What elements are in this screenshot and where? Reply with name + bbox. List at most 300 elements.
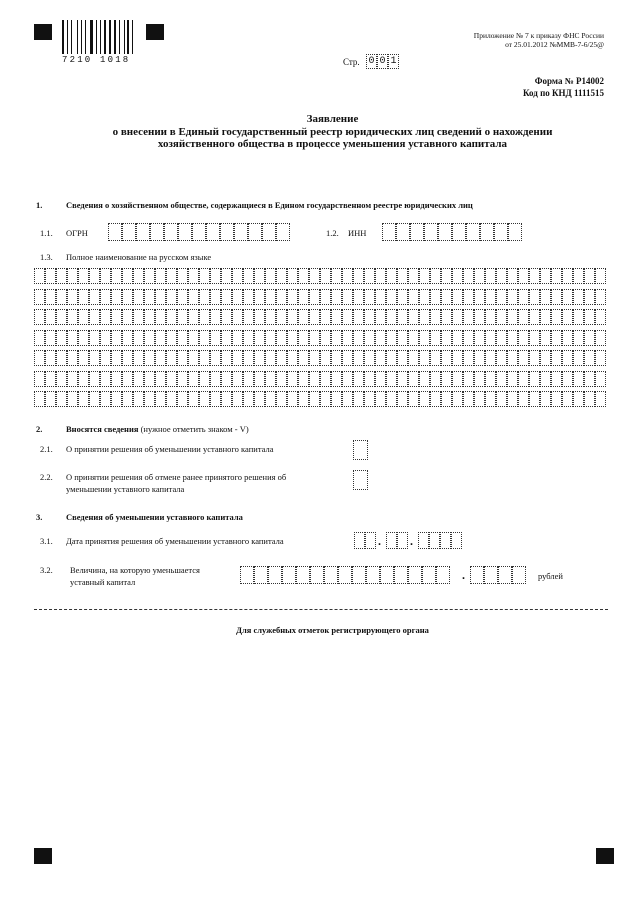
full-name-row[interactable]	[34, 391, 606, 407]
full-name-cell[interactable]	[397, 391, 408, 407]
reduction-amount-kopecks[interactable]	[470, 566, 526, 584]
full-name-cell[interactable]	[452, 391, 463, 407]
full-name-cell[interactable]	[573, 350, 584, 366]
full-name-cell[interactable]	[496, 309, 507, 325]
full-name-cell[interactable]	[496, 371, 507, 387]
full-name-cell[interactable]	[441, 371, 452, 387]
ogrn-cell[interactable]	[178, 223, 192, 241]
full-name-cell[interactable]	[34, 289, 45, 305]
inn-cell[interactable]	[438, 223, 452, 241]
full-name-cell[interactable]	[89, 391, 100, 407]
full-name-cell[interactable]	[364, 289, 375, 305]
full-name-cell[interactable]	[188, 309, 199, 325]
full-name-cell[interactable]	[309, 371, 320, 387]
full-name-cell[interactable]	[430, 309, 441, 325]
full-name-cell[interactable]	[45, 330, 56, 346]
full-name-cell[interactable]	[133, 309, 144, 325]
full-name-cell[interactable]	[529, 371, 540, 387]
full-name-cell[interactable]	[309, 391, 320, 407]
full-name-cell[interactable]	[419, 330, 430, 346]
full-name-cell[interactable]	[573, 289, 584, 305]
full-name-cell[interactable]	[265, 309, 276, 325]
full-name-cell[interactable]	[199, 391, 210, 407]
full-name-cell[interactable]	[529, 309, 540, 325]
full-name-cell[interactable]	[276, 391, 287, 407]
full-name-cell[interactable]	[144, 268, 155, 284]
full-name-cell[interactable]	[595, 309, 606, 325]
full-name-cell[interactable]	[507, 350, 518, 366]
full-name-cell[interactable]	[364, 330, 375, 346]
full-name-cell[interactable]	[133, 268, 144, 284]
full-name-cell[interactable]	[188, 289, 199, 305]
full-name-cell[interactable]	[562, 330, 573, 346]
full-name-cell[interactable]	[573, 371, 584, 387]
full-name-cell[interactable]	[397, 309, 408, 325]
ogrn-cell[interactable]	[150, 223, 164, 241]
full-name-cell[interactable]	[276, 350, 287, 366]
full-name-cell[interactable]	[430, 330, 441, 346]
full-name-cell[interactable]	[243, 391, 254, 407]
full-name-cell[interactable]	[56, 289, 67, 305]
full-name-cell[interactable]	[342, 309, 353, 325]
full-name-cell[interactable]	[485, 289, 496, 305]
full-name-cell[interactable]	[386, 350, 397, 366]
full-name-cell[interactable]	[507, 309, 518, 325]
full-name-cell[interactable]	[155, 268, 166, 284]
date-year-cell[interactable]	[418, 532, 429, 549]
full-name-cell[interactable]	[166, 391, 177, 407]
full-name-cell[interactable]	[474, 391, 485, 407]
full-name-cell[interactable]	[287, 289, 298, 305]
full-name-cell[interactable]	[353, 350, 364, 366]
full-name-cell[interactable]	[419, 391, 430, 407]
full-name-cell[interactable]	[551, 371, 562, 387]
full-name-cell[interactable]	[199, 268, 210, 284]
full-name-cell[interactable]	[375, 289, 386, 305]
amount-rubles-cell[interactable]	[338, 566, 352, 584]
full-name-cell[interactable]	[298, 268, 309, 284]
full-name-cell[interactable]	[353, 391, 364, 407]
full-name-cell[interactable]	[221, 268, 232, 284]
full-name-cell[interactable]	[474, 371, 485, 387]
full-name-row[interactable]	[34, 350, 606, 366]
full-name-cell[interactable]	[386, 371, 397, 387]
full-name-cell[interactable]	[232, 289, 243, 305]
full-name-cell[interactable]	[188, 330, 199, 346]
full-name-cell[interactable]	[265, 289, 276, 305]
full-name-cell[interactable]	[353, 268, 364, 284]
full-name-cell[interactable]	[320, 289, 331, 305]
full-name-cell[interactable]	[199, 289, 210, 305]
full-name-cell[interactable]	[342, 350, 353, 366]
full-name-cell[interactable]	[276, 268, 287, 284]
full-name-cell[interactable]	[320, 371, 331, 387]
full-name-cell[interactable]	[518, 350, 529, 366]
date-day-cell[interactable]	[365, 532, 376, 549]
amount-rubles-cell[interactable]	[352, 566, 366, 584]
full-name-cell[interactable]	[166, 350, 177, 366]
full-name-row[interactable]	[34, 309, 606, 325]
full-name-cell[interactable]	[584, 330, 595, 346]
amount-rubles-cell[interactable]	[282, 566, 296, 584]
full-name-cell[interactable]	[298, 391, 309, 407]
full-name-cell[interactable]	[584, 309, 595, 325]
full-name-cell[interactable]	[320, 350, 331, 366]
option-2-1-checkbox[interactable]	[353, 440, 368, 460]
full-name-cell[interactable]	[56, 391, 67, 407]
inn-cell[interactable]	[466, 223, 480, 241]
full-name-cell[interactable]	[265, 350, 276, 366]
full-name-cell[interactable]	[441, 330, 452, 346]
full-name-cell[interactable]	[419, 371, 430, 387]
ogrn-cell[interactable]	[262, 223, 276, 241]
full-name-cell[interactable]	[386, 268, 397, 284]
full-name-cell[interactable]	[496, 391, 507, 407]
full-name-cell[interactable]	[441, 391, 452, 407]
full-name-cell[interactable]	[276, 371, 287, 387]
full-name-cell[interactable]	[287, 268, 298, 284]
full-name-cell[interactable]	[221, 330, 232, 346]
full-name-row[interactable]	[34, 289, 606, 305]
full-name-cell[interactable]	[78, 289, 89, 305]
full-name-cell[interactable]	[89, 309, 100, 325]
full-name-cell[interactable]	[474, 289, 485, 305]
full-name-cell[interactable]	[496, 289, 507, 305]
full-name-cell[interactable]	[595, 268, 606, 284]
full-name-cell[interactable]	[408, 391, 419, 407]
full-name-cell[interactable]	[353, 289, 364, 305]
full-name-cell[interactable]	[210, 350, 221, 366]
date-month-cell[interactable]	[386, 532, 397, 549]
amount-rubles-cell[interactable]	[254, 566, 268, 584]
full-name-cell[interactable]	[122, 350, 133, 366]
full-name-cell[interactable]	[78, 309, 89, 325]
ogrn-cell[interactable]	[276, 223, 290, 241]
full-name-cell[interactable]	[111, 289, 122, 305]
full-name-cell[interactable]	[133, 371, 144, 387]
full-name-cell[interactable]	[441, 309, 452, 325]
full-name-cell[interactable]	[540, 330, 551, 346]
full-name-cell[interactable]	[122, 391, 133, 407]
full-name-cell[interactable]	[56, 371, 67, 387]
full-name-cell[interactable]	[584, 268, 595, 284]
full-name-cell[interactable]	[551, 268, 562, 284]
full-name-cell[interactable]	[144, 309, 155, 325]
full-name-cell[interactable]	[111, 391, 122, 407]
ogrn-cell[interactable]	[108, 223, 122, 241]
full-name-cell[interactable]	[364, 391, 375, 407]
full-name-cell[interactable]	[342, 371, 353, 387]
full-name-cell[interactable]	[276, 330, 287, 346]
full-name-cell[interactable]	[529, 391, 540, 407]
full-name-cell[interactable]	[78, 350, 89, 366]
amount-rubles-cell[interactable]	[436, 566, 450, 584]
full-name-cell[interactable]	[463, 391, 474, 407]
full-name-cell[interactable]	[45, 350, 56, 366]
full-name-cell[interactable]	[89, 350, 100, 366]
full-name-cell[interactable]	[408, 289, 419, 305]
full-name-cell[interactable]	[232, 268, 243, 284]
ogrn-cell[interactable]	[248, 223, 262, 241]
full-name-cell[interactable]	[397, 350, 408, 366]
ogrn-cell[interactable]	[122, 223, 136, 241]
amount-rubles-cell[interactable]	[394, 566, 408, 584]
full-name-cell[interactable]	[298, 350, 309, 366]
full-name-cell[interactable]	[518, 371, 529, 387]
full-name-cell[interactable]	[232, 350, 243, 366]
full-name-cell[interactable]	[122, 330, 133, 346]
amount-rubles-cell[interactable]	[268, 566, 282, 584]
full-name-cell[interactable]	[287, 371, 298, 387]
full-name-cell[interactable]	[386, 391, 397, 407]
full-name-cell[interactable]	[386, 289, 397, 305]
full-name-cell[interactable]	[155, 371, 166, 387]
full-name-cell[interactable]	[111, 330, 122, 346]
full-name-cell[interactable]	[78, 391, 89, 407]
full-name-cell[interactable]	[309, 268, 320, 284]
full-name-cell[interactable]	[353, 330, 364, 346]
full-name-cell[interactable]	[210, 330, 221, 346]
full-name-cell[interactable]	[177, 268, 188, 284]
full-name-cell[interactable]	[89, 289, 100, 305]
full-name-cell[interactable]	[331, 330, 342, 346]
full-name-cell[interactable]	[529, 350, 540, 366]
full-name-cell[interactable]	[364, 268, 375, 284]
full-name-cell[interactable]	[45, 268, 56, 284]
amount-rubles-cell[interactable]	[324, 566, 338, 584]
full-name-cell[interactable]	[199, 330, 210, 346]
full-name-cell[interactable]	[375, 309, 386, 325]
amount-kopecks-cell[interactable]	[470, 566, 484, 584]
full-name-cell[interactable]	[210, 371, 221, 387]
full-name-cell[interactable]	[56, 309, 67, 325]
full-name-cell[interactable]	[287, 309, 298, 325]
full-name-cell[interactable]	[353, 371, 364, 387]
full-name-cell[interactable]	[100, 350, 111, 366]
ogrn-cell[interactable]	[206, 223, 220, 241]
decision-date-day[interactable]	[354, 532, 376, 549]
full-name-cell[interactable]	[463, 309, 474, 325]
full-name-row[interactable]	[34, 330, 606, 346]
full-name-cell[interactable]	[529, 330, 540, 346]
full-name-cell[interactable]	[419, 309, 430, 325]
full-name-cell[interactable]	[265, 330, 276, 346]
full-name-cell[interactable]	[166, 371, 177, 387]
full-name-cell[interactable]	[243, 330, 254, 346]
inn-cell[interactable]	[508, 223, 522, 241]
full-name-cell[interactable]	[34, 309, 45, 325]
full-name-cell[interactable]	[529, 289, 540, 305]
full-name-cell[interactable]	[100, 289, 111, 305]
full-name-cell[interactable]	[540, 391, 551, 407]
full-name-cell[interactable]	[573, 391, 584, 407]
full-name-cell[interactable]	[122, 268, 133, 284]
full-name-cell[interactable]	[210, 391, 221, 407]
full-name-cell[interactable]	[463, 330, 474, 346]
full-name-cell[interactable]	[34, 350, 45, 366]
full-name-cell[interactable]	[276, 289, 287, 305]
full-name-cell[interactable]	[485, 350, 496, 366]
full-name-cell[interactable]	[397, 330, 408, 346]
full-name-cell[interactable]	[45, 371, 56, 387]
full-name-cell[interactable]	[408, 330, 419, 346]
full-name-cell[interactable]	[485, 309, 496, 325]
full-name-cell[interactable]	[243, 371, 254, 387]
full-name-cell[interactable]	[309, 289, 320, 305]
full-name-cell[interactable]	[518, 330, 529, 346]
full-name-cell[interactable]	[298, 289, 309, 305]
full-name-cell[interactable]	[397, 371, 408, 387]
full-name-cell[interactable]	[100, 391, 111, 407]
full-name-cell[interactable]	[408, 268, 419, 284]
inn-cell[interactable]	[452, 223, 466, 241]
full-name-cell[interactable]	[573, 330, 584, 346]
full-name-cell[interactable]	[177, 330, 188, 346]
amount-rubles-cell[interactable]	[380, 566, 394, 584]
full-name-cell[interactable]	[221, 350, 232, 366]
full-name-cell[interactable]	[364, 309, 375, 325]
full-name-cell[interactable]	[518, 289, 529, 305]
full-name-cell[interactable]	[507, 330, 518, 346]
full-name-cell[interactable]	[122, 289, 133, 305]
full-name-cell[interactable]	[386, 309, 397, 325]
full-name-cell[interactable]	[320, 391, 331, 407]
full-name-cell[interactable]	[100, 309, 111, 325]
full-name-cell[interactable]	[144, 330, 155, 346]
full-name-cell[interactable]	[540, 268, 551, 284]
full-name-cell[interactable]	[67, 309, 78, 325]
full-name-cell[interactable]	[45, 309, 56, 325]
full-name-cell[interactable]	[232, 371, 243, 387]
full-name-cell[interactable]	[298, 371, 309, 387]
ogrn-cell[interactable]	[192, 223, 206, 241]
full-name-cell[interactable]	[243, 289, 254, 305]
full-name-cell[interactable]	[430, 289, 441, 305]
amount-rubles-cell[interactable]	[240, 566, 254, 584]
full-name-cell[interactable]	[287, 391, 298, 407]
amount-kopecks-cell[interactable]	[484, 566, 498, 584]
full-name-cell[interactable]	[518, 309, 529, 325]
full-name-cell[interactable]	[551, 309, 562, 325]
full-name-cell[interactable]	[166, 330, 177, 346]
full-name-cell[interactable]	[485, 371, 496, 387]
full-name-cell[interactable]	[34, 330, 45, 346]
full-name-cell[interactable]	[584, 371, 595, 387]
full-name-cell[interactable]	[166, 268, 177, 284]
full-name-cell[interactable]	[441, 289, 452, 305]
full-name-cell[interactable]	[573, 268, 584, 284]
amount-rubles-cell[interactable]	[408, 566, 422, 584]
full-name-cell[interactable]	[595, 350, 606, 366]
full-name-cell[interactable]	[111, 371, 122, 387]
full-name-cell[interactable]	[463, 268, 474, 284]
full-name-cell[interactable]	[474, 330, 485, 346]
full-name-cell[interactable]	[452, 289, 463, 305]
full-name-cell[interactable]	[507, 268, 518, 284]
full-name-cell[interactable]	[144, 289, 155, 305]
full-name-cell[interactable]	[540, 289, 551, 305]
full-name-cell[interactable]	[111, 309, 122, 325]
full-name-cell[interactable]	[177, 371, 188, 387]
full-name-cell[interactable]	[177, 309, 188, 325]
full-name-cell[interactable]	[309, 330, 320, 346]
full-name-cell[interactable]	[78, 330, 89, 346]
full-name-cell[interactable]	[595, 330, 606, 346]
ogrn-cell[interactable]	[164, 223, 178, 241]
full-name-cell[interactable]	[485, 391, 496, 407]
full-name-cell[interactable]	[243, 350, 254, 366]
full-name-cell[interactable]	[551, 289, 562, 305]
amount-kopecks-cell[interactable]	[498, 566, 512, 584]
full-name-cell[interactable]	[507, 371, 518, 387]
full-name-cell[interactable]	[144, 371, 155, 387]
full-name-cell[interactable]	[265, 371, 276, 387]
full-name-cell[interactable]	[177, 350, 188, 366]
full-name-cell[interactable]	[342, 268, 353, 284]
full-name-cell[interactable]	[463, 371, 474, 387]
full-name-cell[interactable]	[595, 371, 606, 387]
full-name-cell[interactable]	[78, 371, 89, 387]
decision-date-year[interactable]	[418, 532, 462, 549]
full-name-cell[interactable]	[584, 289, 595, 305]
full-name-cell[interactable]	[67, 289, 78, 305]
full-name-cell[interactable]	[595, 391, 606, 407]
full-name-cell[interactable]	[177, 289, 188, 305]
full-name-cell[interactable]	[353, 309, 364, 325]
full-name-cell[interactable]	[298, 309, 309, 325]
full-name-cell[interactable]	[463, 289, 474, 305]
full-name-cell[interactable]	[254, 371, 265, 387]
full-name-row[interactable]	[34, 371, 606, 387]
full-name-cell[interactable]	[243, 309, 254, 325]
full-name-cell[interactable]	[265, 391, 276, 407]
full-name-cell[interactable]	[375, 391, 386, 407]
full-name-cell[interactable]	[562, 391, 573, 407]
full-name-cell[interactable]	[452, 268, 463, 284]
reduction-amount-rubles[interactable]	[240, 566, 450, 584]
full-name-cell[interactable]	[67, 268, 78, 284]
full-name-cell[interactable]	[111, 350, 122, 366]
full-name-cell[interactable]	[463, 350, 474, 366]
full-name-cell[interactable]	[430, 371, 441, 387]
full-name-cell[interactable]	[452, 371, 463, 387]
full-name-cell[interactable]	[166, 289, 177, 305]
full-name-cell[interactable]	[243, 268, 254, 284]
full-name-cell[interactable]	[89, 268, 100, 284]
full-name-cell[interactable]	[397, 268, 408, 284]
full-name-cell[interactable]	[56, 330, 67, 346]
ogrn-cell[interactable]	[136, 223, 150, 241]
full-name-cell[interactable]	[386, 330, 397, 346]
full-name-cell[interactable]	[452, 309, 463, 325]
full-name-cell[interactable]	[419, 289, 430, 305]
full-name-cell[interactable]	[221, 289, 232, 305]
inn-cell[interactable]	[424, 223, 438, 241]
full-name-cell[interactable]	[254, 309, 265, 325]
full-name-cell[interactable]	[331, 371, 342, 387]
full-name-cell[interactable]	[111, 268, 122, 284]
full-name-cell[interactable]	[562, 309, 573, 325]
full-name-cell[interactable]	[331, 268, 342, 284]
date-year-cell[interactable]	[440, 532, 451, 549]
full-name-cell[interactable]	[452, 330, 463, 346]
full-name-cell[interactable]	[199, 371, 210, 387]
full-name-cell[interactable]	[441, 350, 452, 366]
full-name-cell[interactable]	[254, 289, 265, 305]
full-name-cell[interactable]	[496, 330, 507, 346]
full-name-cell[interactable]	[287, 350, 298, 366]
full-name-cell[interactable]	[276, 309, 287, 325]
